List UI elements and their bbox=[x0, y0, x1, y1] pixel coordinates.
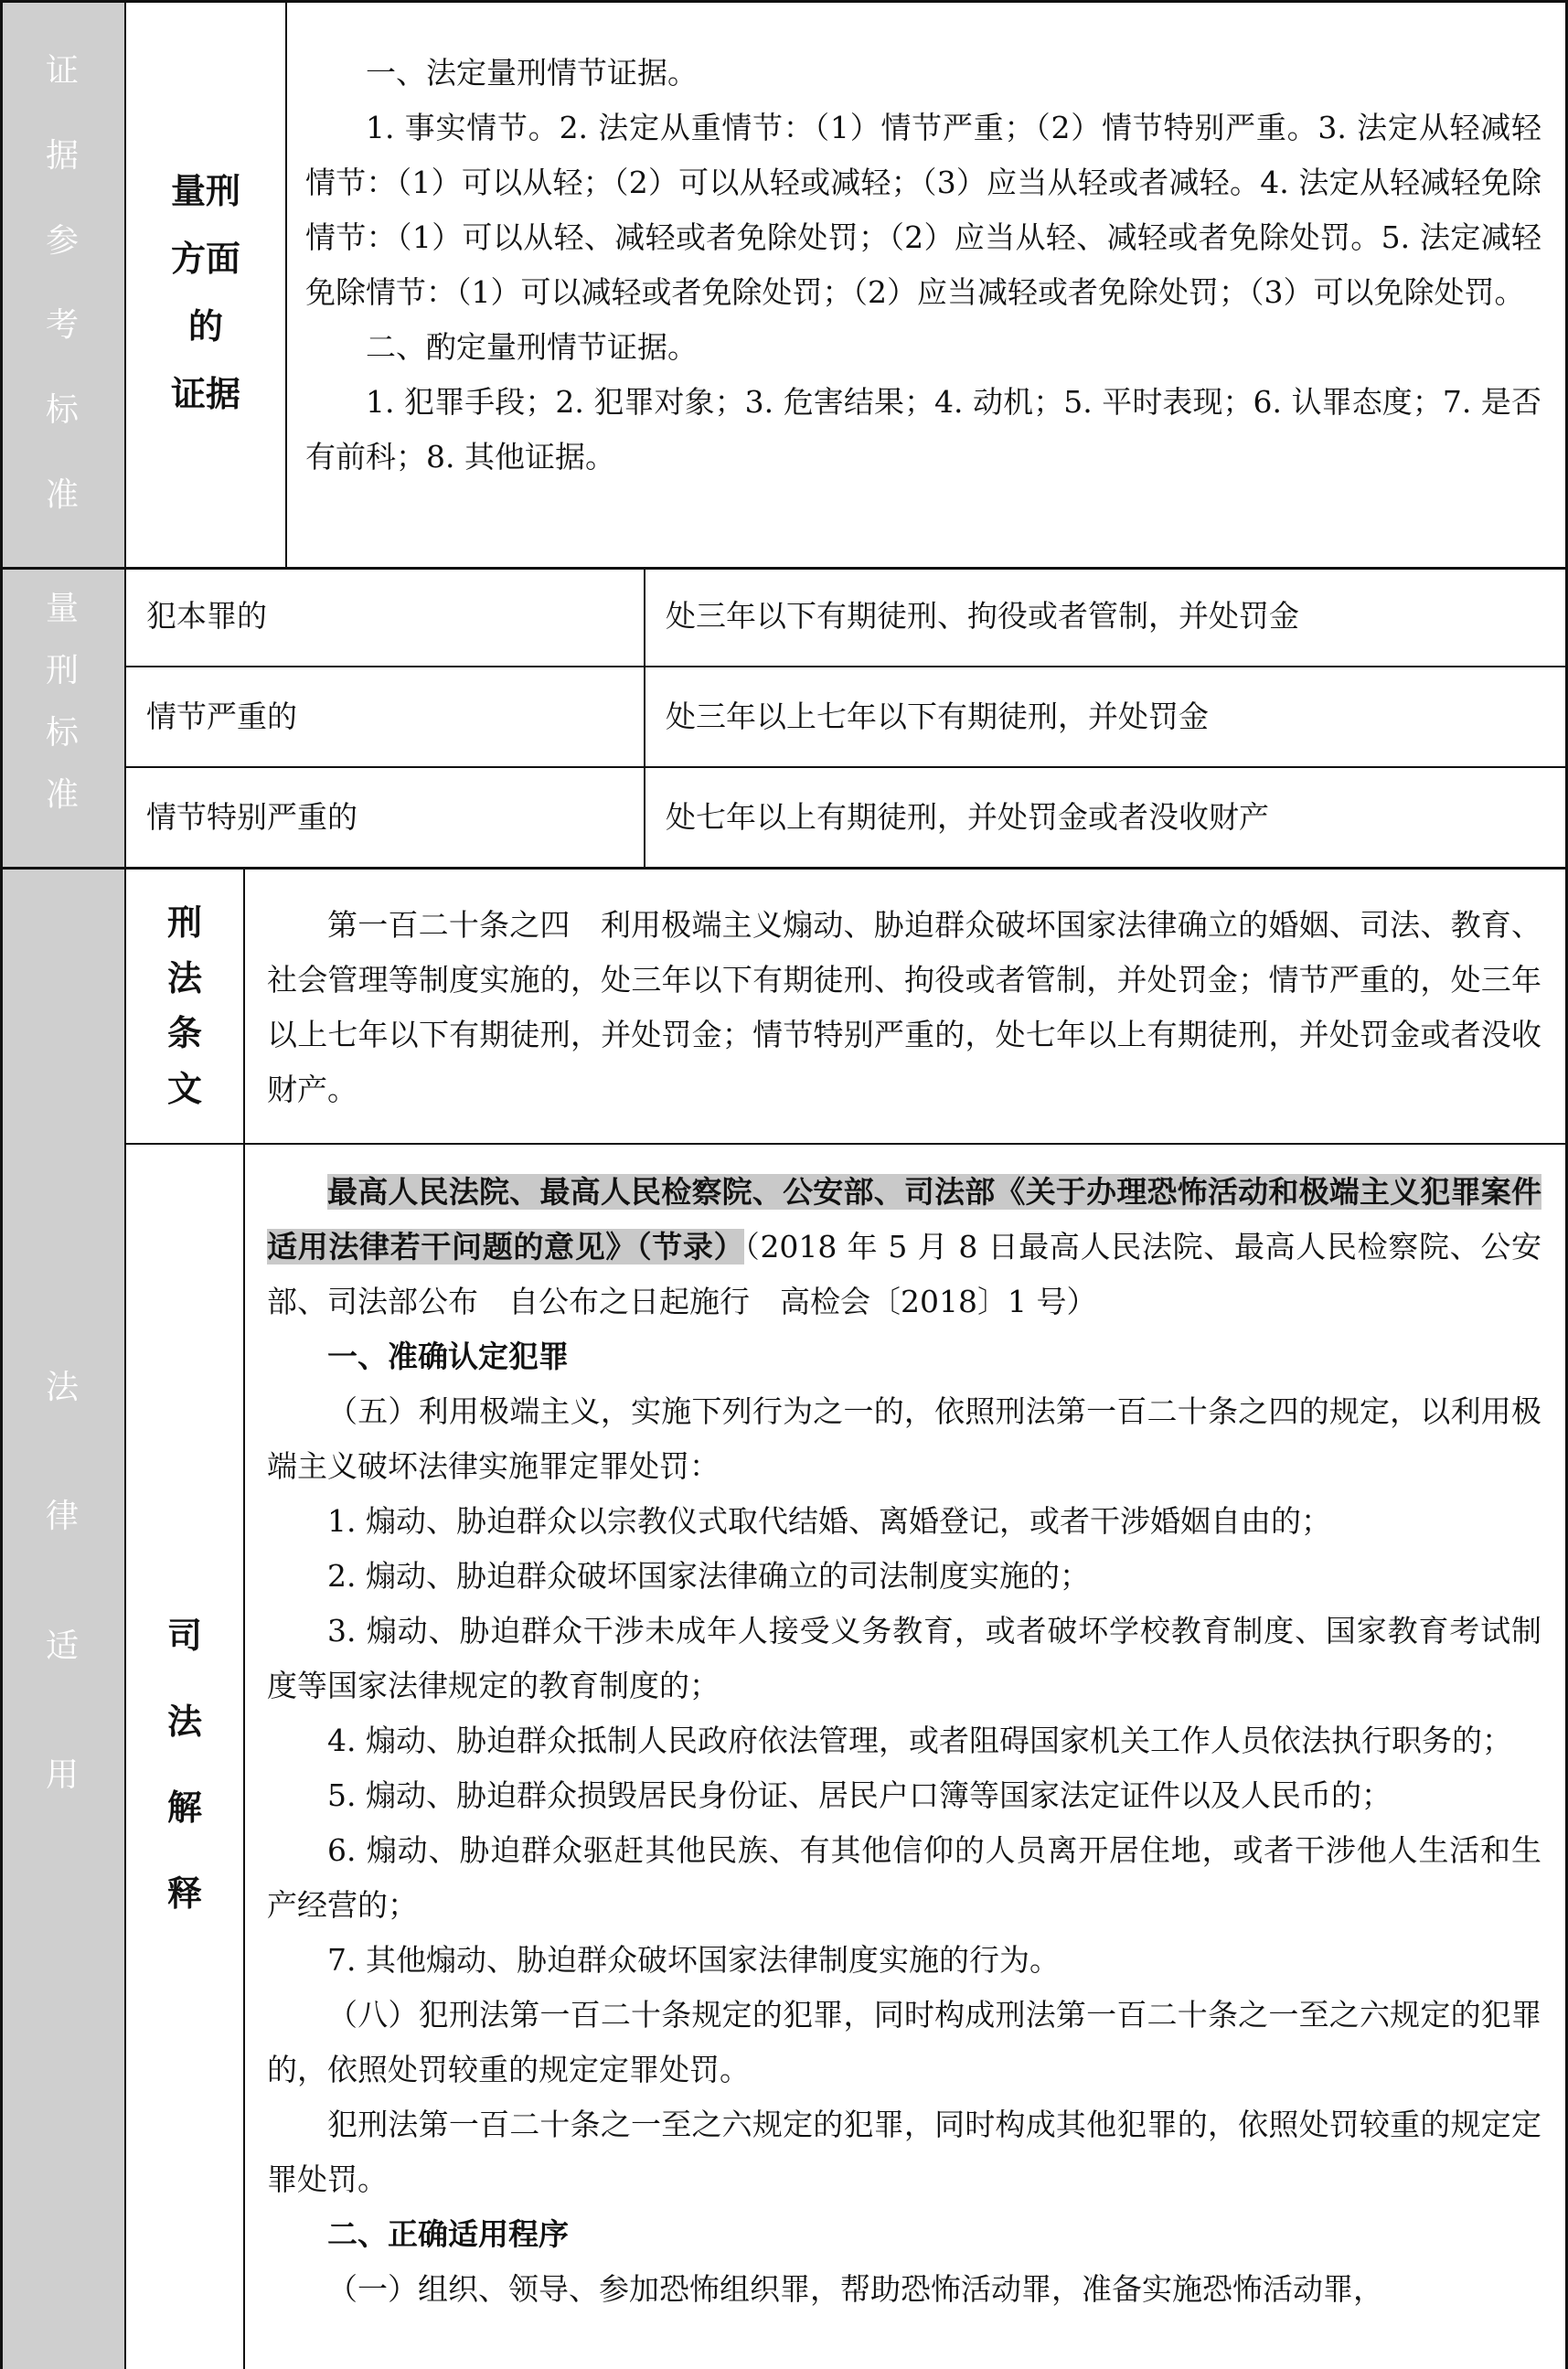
judicial-item: 3. 煽动、胁迫群众干涉未成年人接受义务教育，或者破坏学校教育制度、国家教育考试制度等国家法律规定的教育制度的； bbox=[267, 1613, 1541, 1703]
law-sub-divider bbox=[243, 867, 245, 2369]
judicial-item: 5. 煽动、胁迫群众损毁居民身份证、居民户口簿等国家法定证件以及人民币的； bbox=[327, 1777, 1392, 1813]
sentencing-side-label: 量 刑 标 准 bbox=[45, 590, 79, 814]
judicial-item8: （八）犯刑法第一百二十条规定的犯罪，同时构成刑法第一百二十条之一至之六规定的犯罪的，依照处罚较重的规定定罪处罚。 bbox=[267, 1997, 1541, 2087]
judicial-item: 1. 煽动、胁迫群众以宗教仪式取代结婚、离婚登记，或者干涉婚姻自由的； bbox=[327, 1503, 1331, 1539]
section-divider-2 bbox=[0, 867, 1568, 870]
law-row-divider bbox=[124, 1143, 1568, 1145]
sentencing-row-divider-1 bbox=[124, 666, 1568, 667]
judicial-item-last: （一）组织、领导、参加恐怖组织罪，帮助恐怖活动罪，准备实施恐怖活动罪， bbox=[327, 2271, 1383, 2307]
sentencing-condition-3: 情节特别严重的 bbox=[146, 799, 357, 835]
sentencing-col-divider bbox=[644, 567, 645, 867]
judicial-doc-title: 最高人民法院、最高人民检察院、公安部、司法部《关于办理恐怖活动和极端主义犯罪案件适用法律若干问题的意见》（节录） bbox=[267, 1174, 1541, 1265]
evidence-text: 一、法定量刑情节证据。 1. 事实情节。2. 法定从重情节：（1）情节严重；（2）情节特别严重。3. 法定从轻减轻情节：（1）可以从轻；（2）可以从轻或减轻；（3）应当从轻或者减轻。4. 法定从轻减轻免除情节：（1）可以从轻、减轻或者免除处罚；（2）应当从轻、减轻或者免除处罚。5. 法定减轻免除情节：（1）可以减轻或者免除处罚；（2）应当减轻或者免除处罚；（3）可以免除处罚。 二、酌定量刑情节证据。 1. 犯罪手段；2. 犯罪对象；3. 危害结果；4. 动机；5. 平时表现；6. 认罪态度；7. 是否有前科；8. 其他证据。 bbox=[305, 55, 1541, 475]
judicial-text bbox=[267, 1165, 1541, 2317]
sentencing-condition-2: 情节严重的 bbox=[146, 699, 297, 734]
evidence-sub-label: 量刑 方面 的 证据 bbox=[170, 171, 240, 414]
judicial-item: 7. 其他煽动、胁迫群众破坏国家法律制度实施的行为。 bbox=[327, 1942, 1060, 1978]
judicial-item8-b: 犯刑法第一百二十条之一至之六规定的犯罪，同时构成其他犯罪的，依照处罚较重的规定定罪处罚。 bbox=[267, 2107, 1541, 2197]
judicial-item: 2. 煽动、胁迫群众破坏国家法律确立的司法制度实施的； bbox=[327, 1558, 1090, 1594]
judicial-heading-1: 一、准确认定犯罪 bbox=[327, 1339, 569, 1374]
sentencing-penalty-3: 处七年以上有期徒刑，并处罚金或者没收财产 bbox=[666, 799, 1269, 835]
evidence-side-label: 证 据 参 考 标 准 bbox=[45, 52, 79, 514]
sentencing-row-divider-2 bbox=[124, 766, 1568, 768]
sentencing-condition-1: 犯本罪的 bbox=[146, 598, 267, 634]
criminal-law-text: 第一百二十条之四 利用极端主义煽动、胁迫群众破坏国家法律确立的婚姻、司法、教育、社会管理等制度实施的，处三年以下有期徒刑、拘役或者管制，并处罚金；情节严重的，处三年以上七年以下有期徒刑，并处罚金；情节特别严重的，处七年以上有期徒刑，并处罚金或者没收财产。 bbox=[267, 907, 1541, 1107]
judicial-heading-2: 二、正确适用程序 bbox=[327, 2216, 569, 2252]
criminal-law-label: 刑 法 条 文 bbox=[166, 902, 202, 1109]
judicial-item: 6. 煽动、胁迫群众驱赶其他民族、有其他信仰的人员离开居住地，或者干涉他人生活和生产经营的； bbox=[267, 1832, 1541, 1923]
evidence-sub-divider bbox=[285, 0, 287, 567]
judicial-item5-intro: （五）利用极端主义，实施下列行为之一的，依照刑法第一百二十条之四的规定，以利用极端主义破坏法律实施罪定罪处罚： bbox=[267, 1393, 1541, 1484]
judicial-doc-source: （2018 年 5 月 8 日最高人民法院、最高人民检察院、公安部、司法部公布 自公布之日起施行 高检会〔2018〕1 号） bbox=[267, 1229, 1541, 1319]
sentencing-penalty-1: 处三年以下有期徒刑、拘役或者管制，并处罚金 bbox=[666, 598, 1299, 634]
section-divider-1 bbox=[0, 567, 1568, 570]
judicial-label: 司 法 解 释 bbox=[166, 1616, 202, 1914]
judicial-item: 4. 煽动、胁迫群众抵制人民政府依法管理，或者阻碍国家机关工作人员依法执行职务的； bbox=[327, 1723, 1512, 1758]
sentencing-penalty-2: 处三年以上七年以下有期徒刑，并处罚金 bbox=[666, 699, 1209, 734]
law-side-label: 法 律 适 用 bbox=[45, 1369, 79, 1794]
frame-top bbox=[0, 0, 1568, 3]
